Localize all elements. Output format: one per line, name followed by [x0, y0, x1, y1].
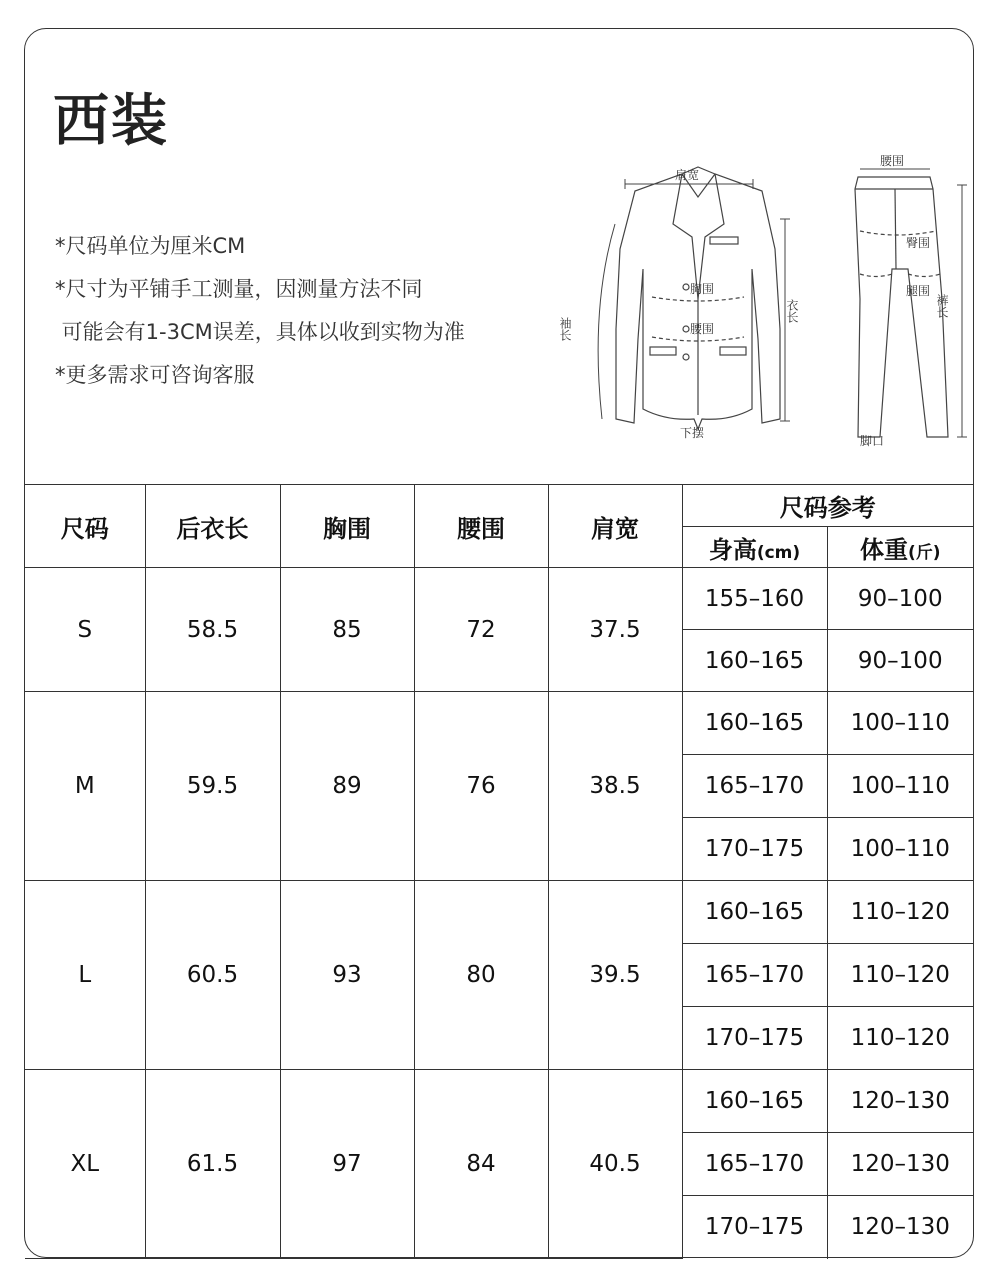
cell-size: S	[25, 568, 145, 692]
table-row	[25, 1070, 973, 1133]
cell-height: 170–175	[682, 1196, 827, 1259]
cell-shoulder: 40.5	[548, 1070, 682, 1259]
note-line: *尺寸为平铺手工测量，因测量方法不同	[55, 277, 423, 301]
cell-shoulder: 38.5	[548, 692, 682, 881]
cell-height: 155–160	[682, 568, 827, 630]
cell-waist: 72	[414, 568, 548, 692]
label-length: 衣长	[785, 299, 799, 323]
cell-chest: 89	[280, 692, 414, 881]
header-height-unit: (cm)	[756, 542, 801, 563]
cell-weight: 110–120	[827, 944, 973, 1007]
cell-size: M	[25, 692, 145, 881]
table-row	[25, 881, 973, 944]
cell-weight: 120–130	[827, 1196, 973, 1259]
note-line: *更多需求可咨询客服	[55, 363, 255, 387]
cell-shoulder: 37.5	[548, 568, 682, 692]
cell-weight: 120–130	[827, 1070, 973, 1133]
note-line: 可能会有1-3CM误差，具体以收到实物为准	[55, 320, 465, 344]
cell-back-length: 60.5	[145, 881, 280, 1070]
cell-weight: 100–110	[827, 755, 973, 818]
header-weight-label: 体重	[859, 535, 908, 564]
header-height-label: 身高	[708, 535, 757, 564]
cell-waist: 80	[414, 881, 548, 1070]
header-shoulder: 肩宽	[548, 485, 682, 568]
cell-back-length: 58.5	[145, 568, 280, 692]
label-pants-waist: 腰围	[880, 154, 905, 168]
cell-height: 160–165	[682, 692, 827, 755]
cell-back-length: 59.5	[145, 692, 280, 881]
measurement-diagram	[530, 119, 950, 448]
label-hip: 臀围	[906, 236, 931, 250]
header-weight-unit: (斤)	[907, 542, 941, 563]
header-reference: 尺码参考	[682, 485, 973, 527]
cell-shoulder: 39.5	[548, 881, 682, 1070]
label-chest: 胸围	[690, 282, 715, 296]
cell-height: 165–170	[682, 1133, 827, 1196]
cell-weight: 90–100	[827, 568, 973, 630]
cell-weight: 110–120	[827, 881, 973, 944]
cell-waist: 76	[414, 692, 548, 881]
note-line: *尺码单位为厘米CM	[55, 234, 246, 258]
page-title: 西装	[53, 88, 169, 154]
label-hem: 下摆	[680, 426, 705, 440]
label-pant-length: 裤长	[935, 294, 949, 318]
header-size: 尺码	[25, 485, 145, 568]
header-chest: 胸围	[280, 485, 414, 568]
cell-height: 165–170	[682, 755, 827, 818]
cell-size: XL	[25, 1070, 145, 1259]
header-back-length: 后衣长	[145, 485, 280, 568]
size-chart-card	[24, 28, 974, 1258]
cell-chest: 85	[280, 568, 414, 692]
cell-height: 170–175	[682, 818, 827, 881]
label-leg-opening: 脚口	[860, 434, 885, 448]
table-row	[25, 692, 973, 755]
cell-chest: 93	[280, 881, 414, 1070]
header-height	[682, 527, 827, 568]
header-waist: 腰围	[414, 485, 548, 568]
label-shoulder: 肩宽	[675, 168, 700, 182]
label-sleeve: 袖长	[558, 317, 572, 341]
cell-back-length: 61.5	[145, 1070, 280, 1259]
jacket-measure-lines	[598, 179, 790, 421]
cell-size: L	[25, 881, 145, 1070]
table-row	[25, 568, 973, 630]
jacket-illustration	[616, 167, 780, 429]
cell-height: 160–165	[682, 881, 827, 944]
cell-weight: 110–120	[827, 1007, 973, 1070]
label-waist: 腰围	[690, 322, 715, 336]
size-notes	[55, 225, 465, 397]
cell-chest: 97	[280, 1070, 414, 1259]
cell-weight: 120–130	[827, 1133, 973, 1196]
cell-height: 170–175	[682, 1007, 827, 1070]
header-weight	[827, 527, 973, 568]
size-table	[25, 484, 973, 1259]
cell-weight: 90–100	[827, 630, 973, 692]
cell-height: 165–170	[682, 944, 827, 1007]
cell-height: 160–165	[682, 1070, 827, 1133]
cell-weight: 100–110	[827, 818, 973, 881]
cell-waist: 84	[414, 1070, 548, 1259]
cell-weight: 100–110	[827, 692, 973, 755]
pants-measure-lines	[860, 169, 967, 437]
label-thigh: 腿围	[906, 284, 931, 298]
cell-height: 160–165	[682, 630, 827, 692]
